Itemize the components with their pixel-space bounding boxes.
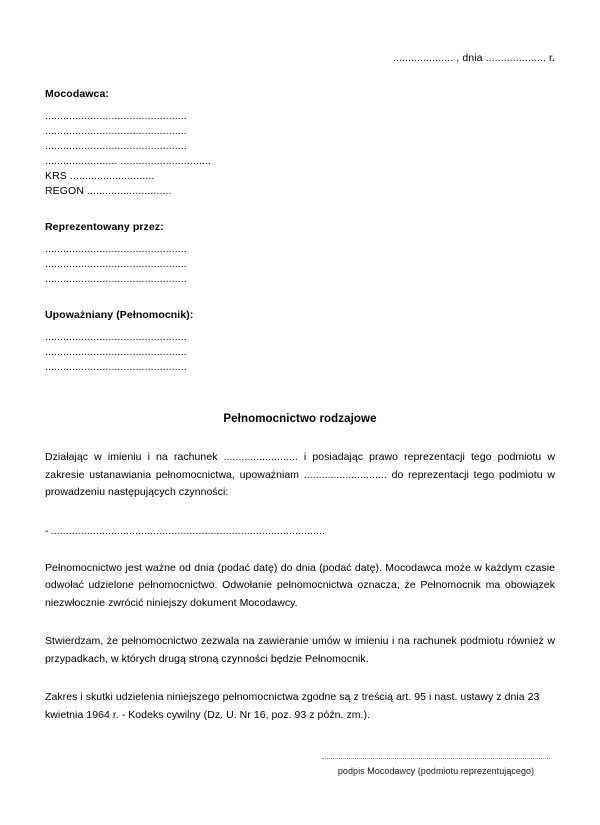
attorney-line [45, 330, 555, 345]
date-line: .................... , dnia .................... r. [392, 52, 555, 64]
principal-section [45, 88, 555, 199]
principal-regon-line [45, 184, 555, 199]
attorney-line [45, 345, 555, 360]
principal-line [45, 109, 555, 124]
body-paragraph-3: Stwierdzam, że pełnomocnictwo zezwala na zawieranie umów w imieniu i na rachunek podmiotu również w przypadkach, w których drugą stroną czynności będzie Pełnomocnik. [45, 635, 555, 665]
attorney-line-text: ............................................... [45, 361, 187, 373]
attorney-section [45, 309, 555, 375]
signature-caption: podpis Mocodawcy (podmiotu reprezentującego) [337, 766, 535, 776]
attorney-line-text: ............................................... [45, 331, 187, 343]
represented-by-heading: Reprezentowany przez: [45, 221, 164, 233]
attorney-line-text: ............................................... [45, 346, 187, 358]
attorney-heading: Upoważniany (Pełnomocnik): [45, 309, 194, 321]
represented-by-line-text: ............................................... [45, 273, 187, 285]
signature-block [322, 758, 550, 776]
principal-line [45, 154, 555, 169]
represented-by-line [45, 272, 555, 287]
principal-line [45, 124, 555, 139]
principal-line [45, 139, 555, 154]
dash-marker: - [45, 524, 49, 537]
signature-rule [322, 758, 550, 759]
principal-krs-text: KRS ............................ [45, 170, 155, 182]
body-paragraph-2: Pełnomocnictwo jest ważne od dnia (podać datę) do dnia (podać datę). Mocodawca może w każdym czasie odwołać udzielone pełnomocnictwo. Odwołanie pełnomocnictwa oznacza, że Pełnomocnik ma obowiązek niezwłocznie zwrócić niniejszy dokument Mocodawcy. [45, 561, 555, 609]
body-paragraph-1: Działając w imieniu i na rachunek ......................... i posiadając prawo reprezentacji tego podmiotu w zakresie ustanawiania pełnomocnictwa, upoważniam ............................ do reprezentacji tego podmiotu w prowadzeniu następujących czynności: [45, 451, 555, 498]
principal-krs-line [45, 169, 555, 184]
principal-line-text: ............................................... [45, 140, 187, 152]
represented-by-section [45, 221, 555, 287]
principal-line-text: ............................................... [45, 110, 187, 122]
scope-dash-line: ........................................................................................... [50, 524, 326, 537]
principal-regon-text: REGON ............................ [45, 185, 172, 197]
attorney-line [45, 360, 555, 375]
document-title: Pełnomocnictwo rodzajowe [223, 413, 377, 425]
represented-by-line [45, 242, 555, 257]
body-paragraph-4: Zakres i skutki udzielenia niniejszego pełnomocnictwa zgodne są z treścią art. 95 i nast. ustawy z dnia 23 kwietnia 1964 r. - Kodeks cywilny (Dz. U. Nr 16, poz. 93 z późn. zm.). [45, 691, 540, 721]
represented-by-line-text: ............................................... [45, 258, 187, 270]
scope-dash-item [45, 523, 555, 539]
principal-line-text: ............................................... [45, 125, 187, 137]
principal-line-text: ........................ .............................. [45, 155, 211, 167]
principal-heading: Mocodawca: [45, 88, 110, 100]
represented-by-line [45, 257, 555, 272]
represented-by-line-text: ............................................... [45, 243, 187, 255]
